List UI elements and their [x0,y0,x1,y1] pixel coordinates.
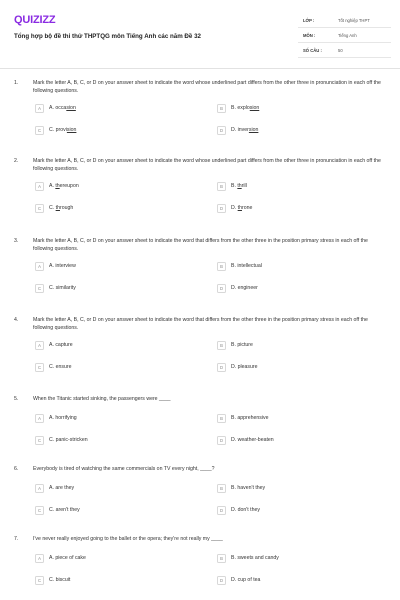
option-letter-box: B [217,341,226,350]
meta-row-subject [298,28,391,43]
option-text-start: D. weather-beaten [231,437,274,443]
option-underlined-part: sion [66,127,77,133]
option-letter-box: B [217,182,226,191]
option-text [231,364,258,370]
option-underlined-part: sion [66,105,76,111]
option-text-end: rone [241,205,253,211]
answer-option[interactable] [217,180,357,192]
quizizz-logo: QUIZIZZ [14,14,56,26]
option-text [49,507,80,513]
option-text-start: C. ensure [49,364,72,370]
option-text [231,555,279,561]
question-number: 4. [14,317,19,323]
option-underlined-part: th [237,205,242,211]
option-text [49,437,88,443]
worksheet-meta-table [298,13,391,58]
answer-option[interactable] [217,574,357,586]
option-text-end: ereupon [59,183,79,189]
question-text: I've never really enjoyed going to the ballet or the opera; they're not really my ____ [33,536,223,542]
option-text-start: B. explo [231,105,250,111]
answer-option[interactable] [217,282,357,294]
answer-option[interactable] [217,412,357,424]
question-number: 1. [14,80,19,86]
header-divider [0,68,400,69]
option-text-end: rill [241,183,247,189]
option-letter-box: A [35,554,44,563]
option-text-start: A. are they [49,485,75,491]
answer-option[interactable] [35,282,175,294]
meta-value: Tốt nghiệp THPT [338,17,370,23]
answer-option[interactable] [35,552,175,564]
option-text-start: C. aren't they [49,507,80,513]
option-letter-box: B [217,262,226,271]
answer-option[interactable] [217,202,357,214]
option-letter-box: D [217,436,226,445]
option-text-start: A. [49,183,56,189]
option-text-start: D. cup of tea [231,577,261,583]
option-text [49,285,76,291]
meta-row-question-count [298,43,391,58]
option-text-start: C. provi [49,127,67,133]
option-text [49,415,77,421]
meta-label: SỐ CÂU : [303,47,322,53]
option-letter-box: A [35,182,44,191]
option-letter-box: B [217,104,226,113]
option-letter-box: C [35,436,44,445]
option-letter-box: B [217,414,226,423]
question-text: Mark the letter A, B, C, or D on your answer sheet to indicate the word whose underlined part differs from the other three in pronunciation in each off the following questions. [33,80,381,94]
question-text: Mark the letter A, B, C, or D on your answer sheet to indicate the word that differs from the other three in the position primary stress in each off the following questions. [33,238,368,252]
answer-option[interactable] [35,361,175,373]
answer-option[interactable] [35,434,175,446]
option-underlined-part: th [55,205,60,211]
answer-option[interactable] [35,412,175,424]
option-text [49,555,86,561]
option-letter-box: D [217,284,226,293]
question-number: 5. [14,396,19,402]
option-text-start: A. occa [49,105,67,111]
option-text-start: A. capture [49,342,73,348]
option-text [231,263,262,269]
option-text [49,263,76,269]
option-letter-box: D [217,363,226,372]
answer-option[interactable] [217,504,357,516]
option-text [49,205,73,211]
answer-option[interactable] [217,260,357,272]
option-text-start: A. interview [49,263,76,269]
option-text-start: B. [231,183,238,189]
meta-value: 50 [338,47,343,53]
question-number: 2. [14,158,19,164]
option-text [49,577,70,583]
option-text [49,342,73,348]
question-text: When the Titanic started sinking, the passengers were ____ [33,396,171,402]
option-text [49,105,76,111]
option-text-start: C. [49,205,56,211]
meta-label: LỚP : [303,17,315,23]
option-text [49,364,72,370]
meta-row-class [298,13,391,28]
option-text [49,183,79,189]
option-text-start: C. panic-stricken [49,437,88,443]
answer-option[interactable] [35,339,175,351]
option-letter-box: C [35,576,44,585]
option-underlined-part: th [55,183,60,189]
option-text [231,105,259,111]
option-letter-box: D [217,204,226,213]
meta-value: Tiếng Anh [338,32,357,38]
option-text [49,485,74,491]
option-underlined-part: th [237,183,242,189]
question-number: 7. [14,536,19,542]
option-underlined-part: sion [249,105,260,111]
option-text [231,415,269,421]
option-letter-box: A [35,104,44,113]
answer-option[interactable] [35,124,175,136]
option-letter-box: C [35,363,44,372]
option-text-start: B. picture [231,342,253,348]
answer-option[interactable] [217,102,357,114]
option-text [49,127,76,133]
option-letter-box: D [217,576,226,585]
option-letter-box: B [217,554,226,563]
question-number: 6. [14,466,19,472]
answer-option[interactable] [35,202,175,214]
option-text-start: D. inver [231,127,249,133]
option-letter-box: C [35,126,44,135]
option-text-start: D. pleasure [231,364,258,370]
answer-option[interactable] [217,552,357,564]
answer-option[interactable] [35,482,175,494]
worksheet-header [0,0,400,72]
option-text [231,285,258,291]
option-text-start: C. biscuit [49,577,71,583]
option-letter-box: C [35,284,44,293]
option-text-start: B. sweets and candy [231,555,279,561]
option-text [231,485,265,491]
answer-option[interactable] [35,260,175,272]
meta-label: MÔN : [303,32,316,38]
option-text-start: B. haven't they [231,485,266,491]
question-text: Mark the letter A, B, C, or D on your answer sheet to indicate the word whose underlined part differs from the other three in pronunciation in each off the following questions. [33,158,381,172]
answer-option[interactable] [217,339,357,351]
option-text-start: B. apprehensive [231,415,269,421]
answer-option[interactable] [217,482,357,494]
answer-option[interactable] [35,504,175,516]
option-text-start: D. [231,205,238,211]
option-letter-box: D [217,506,226,515]
question-text: Everybody is tired of watching the same commercials on TV every night, ____? [33,466,215,472]
answer-option[interactable] [217,434,357,446]
question-number: 3. [14,238,19,244]
option-text-end: rough [59,205,74,211]
option-text [231,577,260,583]
answer-option[interactable] [35,574,175,586]
option-letter-box: A [35,262,44,271]
option-text [231,342,253,348]
option-text [231,437,274,443]
option-letter-box: A [35,484,44,493]
option-text [231,507,260,513]
option-text-start: D. don't they [231,507,260,513]
option-text [231,127,258,133]
answer-option[interactable] [217,361,357,373]
option-letter-box: A [35,414,44,423]
option-letter-box: C [35,506,44,515]
option-text-start: A. piece of cake [49,555,86,561]
option-letter-box: C [35,204,44,213]
option-letter-box: A [35,341,44,350]
option-text-start: A. horrifying [49,415,77,421]
option-letter-box: B [217,484,226,493]
option-letter-box: D [217,126,226,135]
answer-option[interactable] [217,124,357,136]
question-text: Mark the letter A, B, C, or D on your answer sheet to indicate the word that differs from the other three in the position primary stress in each off the following questions. [33,317,368,331]
worksheet-title: Tổng hợp bộ đề thi thử THPTQG môn Tiếng Anh các năm Đề 32 [14,33,201,40]
option-text-start: D. engineer [231,285,258,291]
answer-option[interactable] [35,102,175,114]
answer-option[interactable] [35,180,175,192]
option-text [231,205,252,211]
option-text [231,183,247,189]
option-text-start: C. similarity [49,285,76,291]
option-text-start: B. intellectual [231,263,262,269]
option-underlined-part: sion [248,127,259,133]
